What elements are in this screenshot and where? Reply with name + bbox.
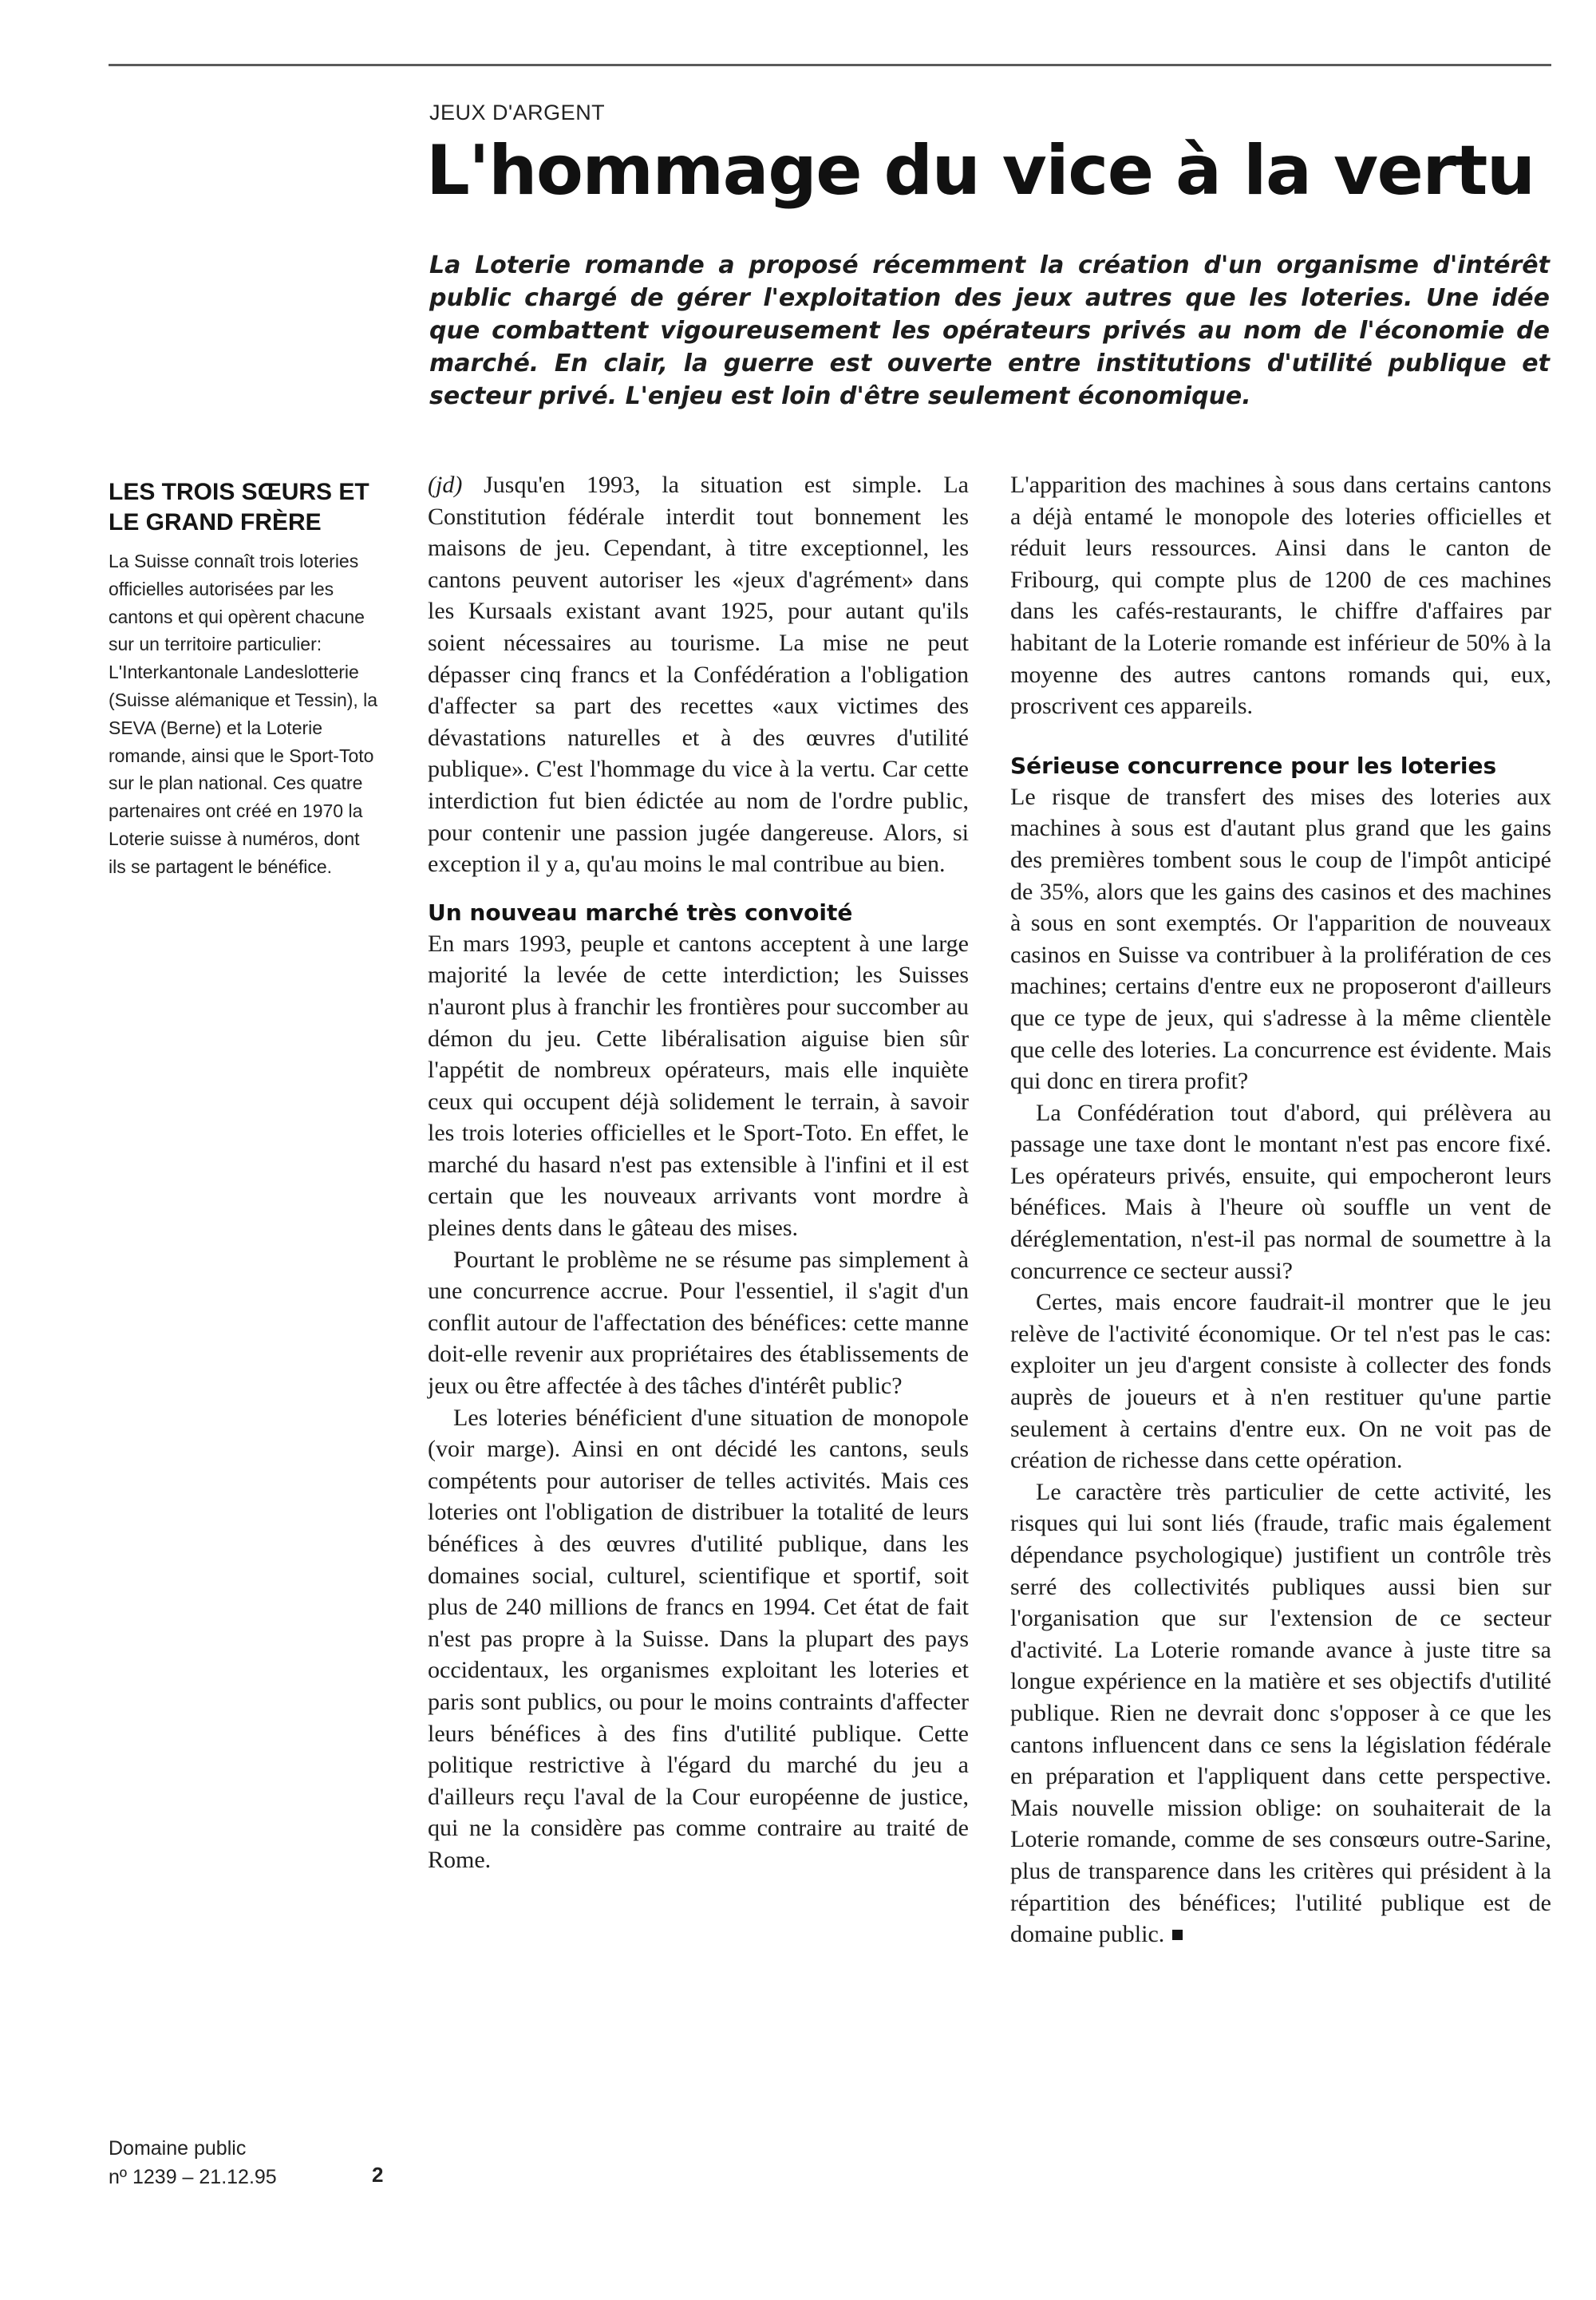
- publication-name: Domaine public: [109, 2137, 247, 2160]
- article-column-1: [428, 469, 969, 1876]
- top-rule: [109, 64, 1551, 66]
- issue-number-date: nº 1239 – 21.12.95: [109, 2166, 277, 2188]
- paragraph: Le risque de transfert des mises des loteries aux machines à sous est d'autant plus grand que les gains des premières tombent sous le coup de l'impôt anticipé de 35%, alors que les gains des casinos et des machines à sous en sont exemptés. Or l'apparition de nouveaux casinos en Suisse va contribuer à la prolifération de ces machines; certains d'entre eux ne proposeront d'ailleurs que ce type de jeux, qui s'adresse à la même clientèle que celle des loteries. La concurrence est évidente. Mais qui donc en tirera profit?: [1010, 783, 1551, 1095]
- subheading: Un nouveau marché très convoité: [428, 899, 853, 926]
- article-title: L'hommage du vice à la vertu: [426, 131, 1535, 211]
- article-lead: La Loterie romande a proposé récemment la création d'un organisme d'intérêt public chargé de gérer l'exploitation des jeux autres que les loteries. Une idée que combattent vigoureusement les opérateurs privés au nom de l'économie de marché. En clair, la guerre est ouverte entre institutions d'utilité publique et secteur privé. L'enjeu est loin d'être seulement économique.: [429, 251, 1550, 410]
- paragraph: En mars 1993, peuple et cantons acceptent à une large majorité la levée de cette interdiction; les Suisses n'auront plus à franchir les frontières pour succomber au démon du jeu. Cette libéralisation aiguise bien sûr l'appétit de nombreux opérateurs, mais elle inquiète ceux qui occupent déjà solidement le terrain, à savoir les trois loteries officielles et le Sport-Toto. En effet, le marché du hasard n'est pas extensible à l'infini et il est certain que les nouveaux arrivants vont mordre à pleines dents dans le gâteau des mises.: [428, 930, 969, 1242]
- subheading: Sérieuse concurrence pour les loteries: [1010, 752, 1497, 779]
- end-of-article-mark: [1172, 1930, 1183, 1940]
- footer-publication-info: [109, 2134, 277, 2191]
- paragraph: Pourtant le problème ne se résume pas simplement à une concurrence accrue. Pour l'essentiel, il s'agit d'un conflit autour de l'affectation des bénéfices: cette manne doit-elle revenir aux propriétaires des établissements de jeux ou être affectée à des tâches d'intérêt public?: [428, 1246, 969, 1400]
- paragraph: Certes, mais encore faudrait-il montrer que le jeu relève de l'activité économique. Or tel n'est pas le cas: exploiter un jeu d'argent consiste à collecter des fonds auprès de joueurs et à n'en restituer qu'une partie seulement à certains d'entre eux. On ne voit pas de création de richesse dans cette opération.: [1010, 1289, 1551, 1474]
- paragraph: (jd) Jusqu'en 1993, la situation est simple. La Constitution fédérale interdit tout bonnement les maisons de jeu. Cependant, à titre exceptionnel, les cantons peuvent autoriser les «jeux d'agrément» dans les Kursaals existant avant 1925, pour autant qu'ils soient nécessaires au tourisme. La mise ne peut dépasser cinq francs et la Confédération a l'obligation d'affecter sa part des recettes «aux victimes des dévastations naturelles et à des œuvres d'utilité publique». C'est l'hommage du vice à la vertu. Car cette interdiction fut bien édictée au nom de l'ordre public, pour contenir une passion jugée dangereuse. Alors, si exception il y a, qu'au moins le mal contribue au bien.: [428, 472, 969, 878]
- author-initials: (jd): [428, 472, 463, 498]
- paragraph: Le caractère très particulier de cette activité, les risques qui lui sont liés (fraude, trafic mais également dépendance psychologique) justifient un contrôle très serré des collectivités publiques aussi bien sur l'organisation que sur l'extension de ce secteur d'activité. La Loterie romande avance à juste titre sa longue expérience en la matière et ses objectifs d'utilité publique. Rien ne devrait donc s'opposer à ce que les cantons influencent dans ce sens la législation fédérale en préparation et l'appliquent dans cette perspective. Mais nouvelle mission oblige: on souhaiterait de la Loterie romande, comme de ses consœurs outre-Sarine, plus de transparence dans les critères qui président à la répartition des bénéfices; l'utilité publique est de domaine public.: [1010, 1478, 1551, 1948]
- margin-note-title: LES TROIS SŒURS ET LE GRAND FRÈRE: [109, 479, 369, 535]
- margin-note-text: La Suisse connaît trois loteries officielles autorisées par les cantons et qui opèrent chacune sur un territoire particulier: L'Interkantonale Landeslotterie (Suisse alémanique et Tessin), la SEVA (Berne) et la Loterie romande, ainsi que le Sport-Toto sur le plan national. Ces quatre partenaires ont créé en 1970 la Loterie suisse à numéros, dont ils se partagent le bénéfice.: [109, 551, 378, 877]
- paragraph: La Confédération tout d'abord, qui prélèvera au passage une taxe dont le montant n'est pas encore fixé. Les opérateurs privés, ensuite, qui empocheront leurs bénéfices. Mais à l'heure où souffle un vent de déréglementation, n'est-il pas normal de soumettre à la concurrence ce secteur aussi?: [1010, 1099, 1551, 1284]
- margin-note: [109, 477, 380, 881]
- paragraph: Les loteries bénéficient d'une situation de monopole (voir marge). Ainsi en ont décidé les cantons, seuls compétents pour autoriser de telles activités. Mais ces loteries ont l'obligation de distribuer la totalité de leurs bénéfices à des œuvres d'utilité publique, dans les domaines social, culturel, scientifique et sportif, soit plus de 240 millions de francs en 1994. Cet état de fait n'est pas propre à la Suisse. Dans la plupart des pays occidentaux, les organismes exploitant les loteries et paris sont publics, ou pour le moins contraints d'affecter leurs bénéfices à des fins d'utilité publique. Cette politique restrictive à l'égard du marché du jeu a d'ailleurs reçu l'aval de la Cour européenne de justice, qui ne la considère pas comme contraire au traité de Rome.: [428, 1404, 969, 1873]
- section-kicker: JEUX D'ARGENT: [429, 101, 606, 124]
- page-number: 2: [372, 2163, 384, 2187]
- article-column-2: [1010, 469, 1551, 1950]
- paragraph: L'apparition des machines à sous dans certains cantons a déjà entamé le monopole des loteries officielles et réduit leurs ressources. Ainsi dans le canton de Fribourg, qui compte plus de 1200 de ces machines dans les cafés-restaurants, le chiffre d'affaires par habitant de la Loterie romande est inférieur de 50% à la moyenne des autres cantons romands qui, eux, proscrivent ces appareils.: [1010, 472, 1551, 720]
